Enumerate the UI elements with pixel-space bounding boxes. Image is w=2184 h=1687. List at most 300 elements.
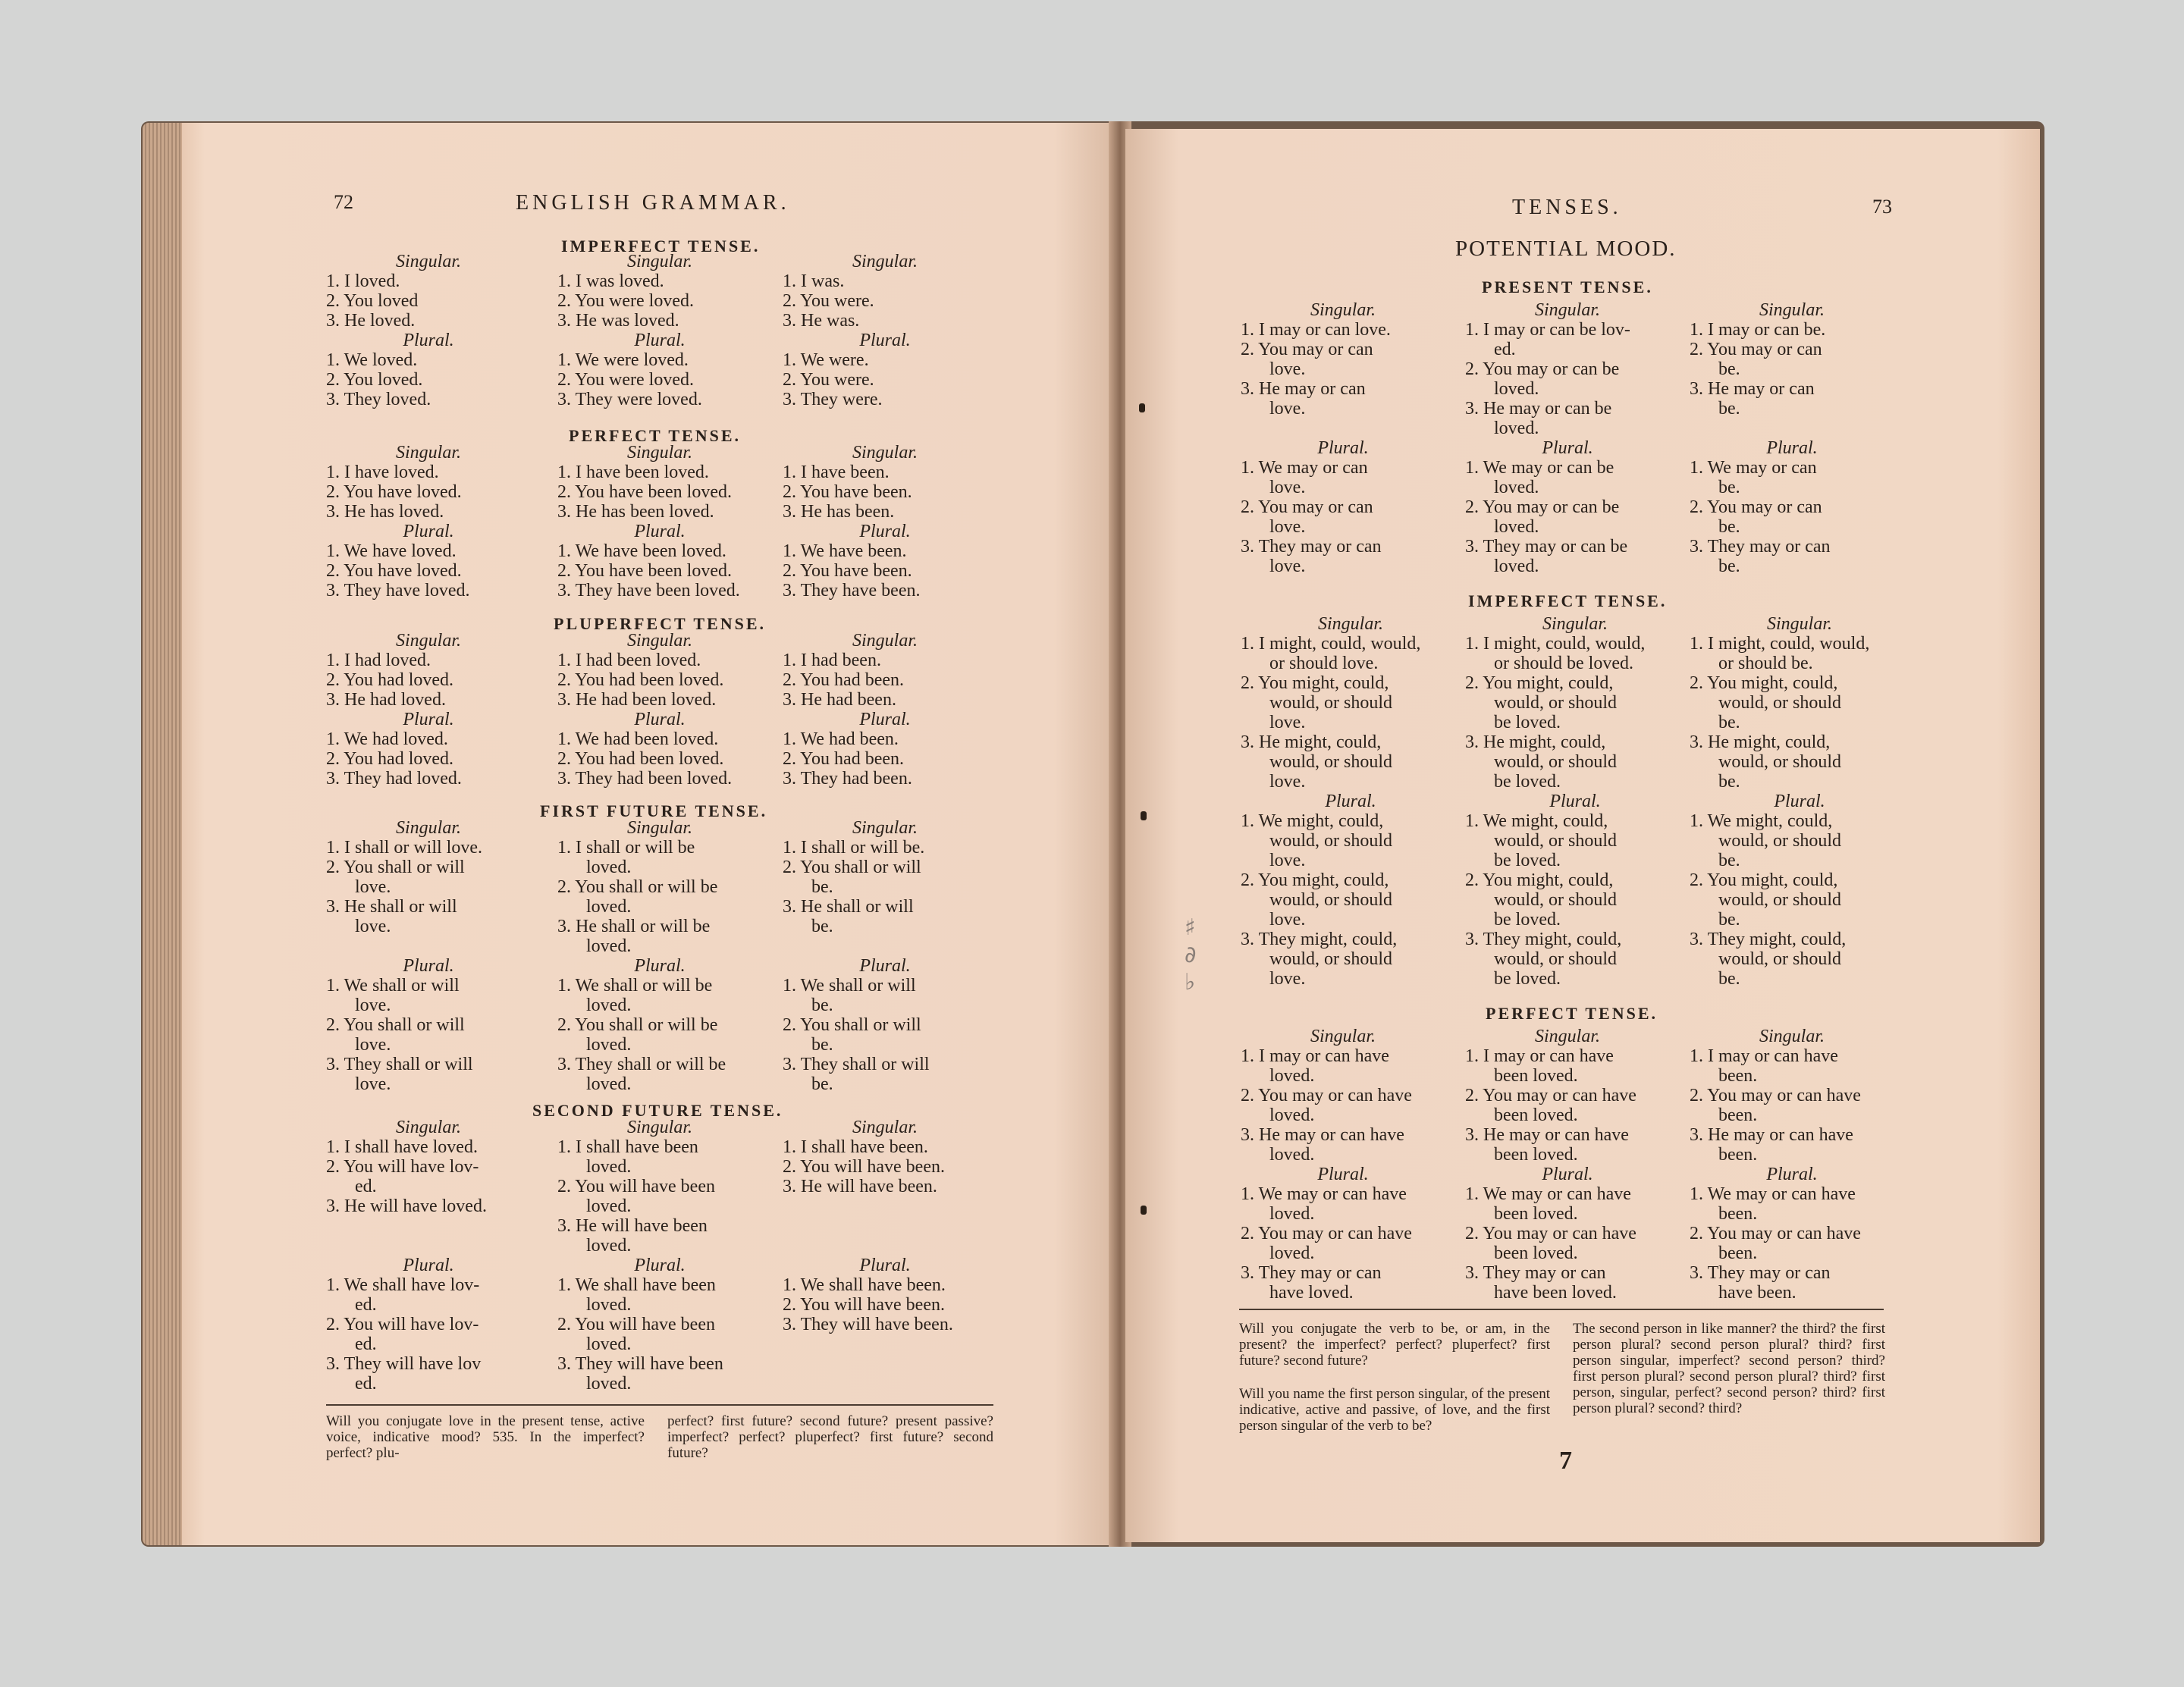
conjugation-line: 3. He will have been	[557, 1216, 708, 1236]
conjugation-line: 1. We were.	[783, 350, 869, 370]
conjugation-column	[326, 818, 531, 1094]
number-heading: Plural.	[634, 522, 686, 541]
conjugation-line: would, or should	[1269, 890, 1392, 910]
conjugation-line: or should love.	[1269, 654, 1379, 673]
conjugation-line: 3. They had been.	[783, 769, 912, 789]
conjugation-line: 1. We may or can have	[1241, 1184, 1407, 1204]
number-heading: Plural.	[403, 710, 454, 729]
conjugation-line: be loved.	[1494, 851, 1561, 870]
conjugation-line: love.	[1269, 851, 1306, 870]
conjugation-line: 1. I may or can have	[1690, 1046, 1838, 1066]
conjugation-line: been.	[1718, 1243, 1758, 1263]
number-heading: Singular.	[1310, 300, 1376, 320]
tense-title: PLUPERFECT TENSE.	[554, 614, 767, 633]
conjugation-line: 2. You have been loved.	[557, 561, 732, 581]
conjugation-line: be.	[1718, 910, 1740, 930]
conjugation-line: been.	[1718, 1145, 1758, 1165]
conjugation-line: be.	[811, 877, 833, 897]
right-page	[1125, 129, 2040, 1542]
page-number: 73	[1872, 196, 1892, 218]
conjugation-line: be.	[1718, 517, 1740, 537]
conjugation-line: 1. I shall have loved.	[326, 1137, 478, 1157]
conjugation-line: would, or should	[1269, 752, 1392, 772]
conjugation-column	[1241, 300, 1445, 576]
conjugation-line: 3. They shall or will be	[557, 1055, 726, 1074]
conjugation-line: 3. He has been loved.	[557, 502, 714, 522]
running-head: ENGLISH GRAMMAR.	[516, 191, 790, 215]
conjugation-column	[1690, 614, 1909, 989]
conjugation-line: love.	[355, 1074, 391, 1094]
conjugation-line: loved.	[1269, 1204, 1315, 1224]
conjugation-line: 1. I was loved.	[557, 271, 664, 291]
number-heading: Singular.	[626, 1118, 692, 1137]
number-heading: Singular.	[626, 818, 692, 838]
conjugation-column	[326, 252, 531, 409]
conjugation-column	[783, 818, 987, 1094]
conjugation-column	[783, 631, 987, 789]
conjugation-line: 2. You had been.	[783, 749, 904, 769]
number-heading: Singular.	[1317, 614, 1383, 634]
conjugation-line: 2. You might, could,	[1241, 870, 1389, 890]
conjugation-line: 1. We had been loved.	[557, 729, 719, 749]
conjugation-line: 3. He will have loved.	[326, 1196, 487, 1216]
conjugation-line: 1. We may or can have	[1465, 1184, 1631, 1204]
number-heading: Singular.	[852, 631, 918, 651]
conjugation-line: loved.	[586, 1157, 632, 1177]
conjugation-column	[783, 443, 987, 600]
conjugation-column	[326, 631, 531, 789]
conjugation-line: 1. We shall or will be	[557, 976, 713, 996]
conjugation-line: 2. You will have been.	[783, 1295, 945, 1315]
conjugation-line: 3. He may or can	[1690, 379, 1815, 399]
conjugation-line: loved.	[586, 1295, 632, 1315]
conjugation-line: 1. I was.	[783, 271, 845, 291]
conjugation-line: 3. They were.	[783, 390, 883, 409]
conjugation-line: loved.	[1494, 419, 1539, 438]
conjugation-line: 3. He will have been.	[783, 1177, 937, 1196]
conjugation-line: love.	[1269, 478, 1306, 497]
conjugation-line: loved.	[586, 1035, 632, 1055]
conjugation-line: would, or should	[1269, 693, 1392, 713]
conjugation-column	[557, 818, 762, 1094]
number-heading: Singular.	[626, 631, 692, 651]
conjugation-line: 3. He had been.	[783, 690, 896, 710]
conjugation-line: 2. You were loved.	[557, 291, 694, 311]
conjugation-line	[326, 1216, 531, 1236]
conjugation-line: loved.	[586, 1374, 632, 1394]
pencil-marks: ♯ ∂ ♭	[1185, 914, 1197, 996]
number-heading: Singular.	[1759, 300, 1825, 320]
number-heading: Plural.	[634, 710, 686, 729]
conjugation-line: 3. They might, could,	[1690, 930, 1847, 949]
number-heading: Singular.	[626, 443, 692, 463]
conjugation-line: 3. They shall or will	[326, 1055, 473, 1074]
conjugation-line: 1. We might, could,	[1690, 811, 1833, 831]
conjugation-line: 3. He has loved.	[326, 502, 444, 522]
mood-title: POTENTIAL MOOD.	[1455, 237, 1677, 261]
conjugation-line: 1. I might, could, would,	[1241, 634, 1421, 654]
conjugation-line: loved.	[1269, 1105, 1315, 1125]
divider	[326, 1404, 993, 1406]
conjugation-line: or should be loved.	[1494, 654, 1633, 673]
conjugation-line: be loved.	[1494, 772, 1561, 792]
conjugation-line: have loved.	[1269, 1283, 1354, 1303]
conjugation-line: 2. You were.	[783, 291, 874, 311]
study-questions-left: Will you conjugate love in the present tense, active voice, indicative mood? 535. In the imperfect? perfect? plu-	[326, 1413, 645, 1461]
number-heading: Plural.	[403, 956, 454, 976]
number-heading: Singular.	[1310, 1027, 1376, 1046]
conjugation-line: love.	[1269, 517, 1306, 537]
conjugation-column	[1690, 300, 1894, 576]
conjugation-line: 2. You were loved.	[557, 370, 694, 390]
conjugation-line: 2. You may or can have	[1690, 1086, 1861, 1105]
conjugation-line: 3. He may or can be	[1465, 399, 1612, 419]
conjugation-line: 1. We might, could,	[1465, 811, 1608, 831]
number-heading: Plural.	[403, 522, 454, 541]
conjugation-line: 2. You shall or will	[783, 858, 921, 877]
conjugation-line: 3. They had been loved.	[557, 769, 733, 789]
conjugation-line: love.	[1269, 399, 1306, 419]
conjugation-line: 1. I may or can have	[1241, 1046, 1389, 1066]
number-heading: Plural.	[1766, 1165, 1818, 1184]
conjugation-line: would, or should	[1494, 693, 1617, 713]
conjugation-line: 1. I have been.	[783, 463, 890, 482]
number-heading: Plural.	[634, 331, 686, 350]
conjugation-line: been loved.	[1494, 1145, 1578, 1165]
number-heading: Plural.	[859, 1256, 911, 1275]
conjugation-line: 2. You may or can	[1690, 340, 1822, 359]
running-head: TENSES.	[1512, 196, 1622, 219]
conjugation-line: would, or should	[1494, 949, 1617, 969]
conjugation-column	[557, 443, 762, 600]
conjugation-line: love.	[1269, 713, 1306, 732]
conjugation-line: loved.	[586, 996, 632, 1015]
conjugation-line: 3. He may or can have	[1690, 1125, 1853, 1145]
number-heading: Plural.	[1549, 792, 1601, 811]
conjugation-line: loved.	[586, 1074, 632, 1094]
number-heading: Singular.	[1534, 300, 1600, 320]
conjugation-line: loved.	[1494, 517, 1539, 537]
number-heading: Plural.	[1766, 438, 1818, 458]
conjugation-line: 1. We shall or will	[326, 976, 460, 996]
conjugation-line: ed.	[355, 1374, 377, 1394]
conjugation-line: be.	[1718, 969, 1740, 989]
conjugation-line: 1. We might, could,	[1241, 811, 1384, 831]
conjugation-line: love.	[355, 917, 391, 936]
conjugation-line: loved.	[1269, 1243, 1315, 1263]
signature-mark: 7	[1559, 1447, 1572, 1475]
conjugation-line: 3. They may or can	[1241, 537, 1382, 557]
conjugation-line: 2. You have been loved.	[557, 482, 732, 502]
number-heading: Singular.	[395, 818, 461, 838]
conjugation-column	[1241, 614, 1461, 989]
tense-title: IMPERFECT TENSE.	[1468, 591, 1668, 610]
study-questions-right: perfect? first future? second future? present passive? imperfect? perfect? pluperfect? first future? second future?	[667, 1413, 993, 1461]
conjugation-line	[783, 1236, 987, 1256]
binding-hole	[1141, 1206, 1147, 1215]
conjugation-line: been loved.	[1494, 1066, 1578, 1086]
study-questions-1: Will you conjugate the verb to be, or am, in the present? the imperfect? perfect? pluperfect? first future? second future?	[1239, 1321, 1550, 1369]
conjugation-line: 3. He had loved.	[326, 690, 446, 710]
conjugation-line: ed.	[355, 1295, 377, 1315]
conjugation-line: be.	[811, 996, 833, 1015]
conjugation-line: been.	[1718, 1105, 1758, 1125]
number-heading: Plural.	[1542, 1165, 1593, 1184]
conjugation-line: 3. They will have lov	[326, 1354, 482, 1374]
conjugation-line: have been.	[1718, 1283, 1796, 1303]
conjugation-line: would, or should	[1269, 949, 1392, 969]
conjugation-column	[1241, 1027, 1445, 1303]
conjugation-line: 2. You may or can have	[1465, 1086, 1636, 1105]
conjugation-line: loved.	[586, 897, 632, 917]
number-heading: Plural.	[1317, 438, 1369, 458]
conjugation-column	[783, 1118, 987, 1334]
conjugation-line: 2. You had been loved.	[557, 670, 724, 690]
conjugation-column	[326, 1118, 531, 1394]
binding-hole	[1139, 403, 1145, 412]
number-heading: Plural.	[859, 522, 911, 541]
conjugation-line: 3. He shall or will be	[557, 917, 711, 936]
conjugation-line: be.	[811, 917, 833, 936]
conjugation-line: would, or should	[1718, 752, 1841, 772]
conjugation-line: be loved.	[1494, 713, 1561, 732]
conjugation-line: 3. They will have been.	[783, 1315, 953, 1334]
conjugation-line: 3. They may or can be	[1465, 537, 1628, 557]
conjugation-line: 1. I shall or will be.	[783, 838, 925, 858]
conjugation-line: 1. I had loved.	[326, 651, 431, 670]
conjugation-line: 3. He was.	[783, 311, 860, 331]
conjugation-line: 3. They shall or will	[783, 1055, 930, 1074]
left-page	[182, 123, 1116, 1545]
conjugation-line: ed.	[1494, 340, 1516, 359]
number-heading: Singular.	[395, 1118, 461, 1137]
conjugation-line: 3. They might, could,	[1465, 930, 1622, 949]
conjugation-line: 3. He may or can have	[1465, 1125, 1629, 1145]
conjugation-line: 2. You may or can	[1241, 497, 1373, 517]
tense-title: PERFECT TENSE.	[569, 426, 742, 445]
conjugation-line: 3. He had been loved.	[557, 690, 717, 710]
conjugation-line: 2. You have been.	[783, 561, 912, 581]
number-heading: Plural.	[634, 1256, 686, 1275]
conjugation-line: 1. I may or can be lov-	[1465, 320, 1630, 340]
conjugation-line: loved.	[1269, 1145, 1315, 1165]
conjugation-line: 2. You had been loved.	[557, 749, 724, 769]
conjugation-line: 1. We may or can have	[1690, 1184, 1856, 1204]
conjugation-column	[557, 1118, 762, 1394]
conjugation-line: 3. He may or can	[1241, 379, 1366, 399]
number-heading: Singular.	[1542, 614, 1608, 634]
number-heading: Plural.	[859, 331, 911, 350]
conjugation-line: 2. You may or can	[1241, 340, 1373, 359]
conjugation-line: 2. You were.	[783, 370, 874, 390]
conjugation-line: be.	[1718, 713, 1740, 732]
conjugation-line: 3. They have been.	[783, 581, 921, 600]
number-heading: Singular.	[1766, 614, 1832, 634]
conjugation-line: 1. We shall have been.	[783, 1275, 946, 1295]
conjugation-line: 1. We shall or will	[783, 976, 916, 996]
conjugation-line: 1. We have been loved.	[557, 541, 726, 561]
conjugation-line: 3. They loved.	[326, 390, 431, 409]
conjugation-line: 3. They were loved.	[557, 390, 702, 409]
conjugation-line: 1. I might, could, would,	[1465, 634, 1646, 654]
conjugation-line: loved.	[586, 936, 632, 956]
conjugation-line: 1. I shall or will love.	[326, 838, 482, 858]
number-heading: Plural.	[634, 956, 686, 976]
conjugation-line: been loved.	[1494, 1243, 1578, 1263]
conjugation-line: be.	[1718, 772, 1740, 792]
number-heading: Plural.	[1542, 438, 1593, 458]
conjugation-line: 2. You have loved.	[326, 561, 462, 581]
conjugation-line: 2. You had loved.	[326, 749, 454, 769]
conjugation-line: 1. I shall have been	[557, 1137, 698, 1157]
conjugation-line: 3. They might, could,	[1241, 930, 1398, 949]
number-heading: Singular.	[852, 443, 918, 463]
number-heading: Singular.	[395, 631, 461, 651]
conjugation-line: loved.	[586, 858, 632, 877]
conjugation-line: 2. You might, could,	[1690, 673, 1838, 693]
conjugation-line: 1. I have loved.	[326, 463, 439, 482]
conjugation-line: 3. They had loved.	[326, 769, 462, 789]
conjugation-line: 1. I had been loved.	[557, 651, 701, 670]
number-heading: Plural.	[1317, 1165, 1369, 1184]
conjugation-line: love.	[355, 1035, 391, 1055]
conjugation-line: 1. I have been loved.	[557, 463, 709, 482]
conjugation-line: would, or should	[1718, 890, 1841, 910]
conjugation-line: 1. I loved.	[326, 271, 400, 291]
conjugation-line: or should be.	[1718, 654, 1813, 673]
conjugation-line	[783, 1196, 987, 1216]
divider	[1239, 1309, 1884, 1310]
conjugation-line: 3. He loved.	[326, 311, 416, 331]
number-heading: Singular.	[395, 443, 461, 463]
conjugation-line: love.	[355, 996, 391, 1015]
conjugation-line: 2. You shall or will	[326, 1015, 465, 1035]
tense-title: PERFECT TENSE.	[1486, 1004, 1658, 1023]
conjugation-column	[1465, 1027, 1670, 1303]
number-heading: Singular.	[1759, 1027, 1825, 1046]
study-questions-2: Will you name the first person singular, of the present indicative, active and passive, of love, and the first person singular of the verb to be?	[1239, 1386, 1550, 1434]
conjugation-line: be.	[811, 1074, 833, 1094]
conjugation-line: love.	[1269, 557, 1306, 576]
conjugation-line: would, or should	[1718, 831, 1841, 851]
conjugation-line: 2. You will have been.	[783, 1157, 945, 1177]
conjugation-line: 2. You had been.	[783, 670, 904, 690]
conjugation-line: 3. They may or can	[1690, 537, 1831, 557]
conjugation-line: 2. You may or can have	[1241, 1224, 1412, 1243]
number-heading: Singular.	[626, 252, 692, 271]
number-heading: Plural.	[1774, 792, 1825, 811]
conjugation-column	[557, 631, 762, 789]
conjugation-line: love.	[1269, 772, 1306, 792]
conjugation-line: loved.	[1269, 1066, 1315, 1086]
conjugation-line: been loved.	[1494, 1105, 1578, 1125]
conjugation-line	[326, 1236, 531, 1256]
conjugation-line: 1. We have been.	[783, 541, 907, 561]
conjugation-line: 1. I may or can be.	[1690, 320, 1826, 340]
number-heading: Plural.	[1325, 792, 1376, 811]
conjugation-line: would, or should	[1718, 949, 1841, 969]
conjugation-line: loved.	[1494, 557, 1539, 576]
conjugation-line: 1. We loved.	[326, 350, 418, 370]
conjugation-line: be.	[811, 1035, 833, 1055]
conjugation-line: 3. They may or can	[1690, 1263, 1831, 1283]
tense-title: IMPERFECT TENSE.	[561, 237, 761, 256]
conjugation-line: 2. You may or can have	[1241, 1086, 1412, 1105]
conjugation-line	[1690, 419, 1894, 438]
conjugation-line: 2. You may or can have	[1690, 1224, 1861, 1243]
conjugation-line: 3. They may or can	[1465, 1263, 1606, 1283]
conjugation-line: 2. You might, could,	[1465, 870, 1614, 890]
conjugation-line: 3. They will have been	[557, 1354, 723, 1374]
conjugation-line: loved.	[1494, 379, 1539, 399]
conjugation-line: 2. You shall or will	[783, 1015, 921, 1035]
conjugation-line: be.	[1718, 557, 1740, 576]
conjugation-line: be.	[1718, 478, 1740, 497]
conjugation-column	[326, 443, 531, 600]
conjugation-line: 3. He was loved.	[557, 311, 679, 331]
conjugation-column	[1465, 614, 1685, 989]
tense-title: FIRST FUTURE TENSE.	[540, 801, 768, 820]
conjugation-line: be.	[1718, 851, 1740, 870]
conjugation-line: 2. You shall or will be	[557, 1015, 718, 1035]
conjugation-column	[1465, 300, 1670, 576]
conjugation-line: 2. You have been.	[783, 482, 912, 502]
tense-title: SECOND FUTURE TENSE.	[532, 1101, 783, 1120]
conjugation-line: ed.	[355, 1334, 377, 1354]
conjugation-line: 3. He may or can have	[1241, 1125, 1404, 1145]
conjugation-line: loved.	[586, 1334, 632, 1354]
tense-title: PRESENT TENSE.	[1482, 278, 1653, 296]
conjugation-line: 3. They may or can	[1241, 1263, 1382, 1283]
conjugation-line: been.	[1718, 1066, 1758, 1086]
conjugation-line: 1. We have loved.	[326, 541, 457, 561]
conjugation-line: 1. We may or can	[1690, 458, 1817, 478]
conjugation-line: would, or should	[1718, 693, 1841, 713]
conjugation-line: 2. You have loved.	[326, 482, 462, 502]
conjugation-line: loved.	[1494, 478, 1539, 497]
conjugation-line: be.	[1718, 399, 1740, 419]
conjugation-line: 3. They have been loved.	[557, 581, 740, 600]
conjugation-line	[783, 936, 987, 956]
conjugation-line: 2. You will have been	[557, 1315, 715, 1334]
conjugation-line: 1. We had been.	[783, 729, 899, 749]
conjugation-line: 2. You may or can have	[1465, 1224, 1636, 1243]
conjugation-line: 2. You loved	[326, 291, 419, 311]
conjugation-line: 1. We may or can be	[1465, 458, 1614, 478]
conjugation-line: 3. He might, could,	[1241, 732, 1382, 752]
number-heading: Plural.	[859, 710, 911, 729]
number-heading: Plural.	[859, 956, 911, 976]
conjugation-column	[783, 252, 987, 409]
conjugation-line: 2. You might, could,	[1690, 870, 1838, 890]
conjugation-line: 2. You might, could,	[1465, 673, 1614, 693]
conjugation-line: love.	[1269, 969, 1306, 989]
conjugation-column	[557, 252, 762, 409]
conjugation-line: 3. He might, could,	[1690, 732, 1831, 752]
conjugation-line	[783, 1216, 987, 1236]
conjugation-line: 2. You will have lov-	[326, 1315, 479, 1334]
conjugation-line: 1. We had loved.	[326, 729, 448, 749]
conjugation-line: be.	[1718, 359, 1740, 379]
conjugation-line: been loved.	[1494, 1204, 1578, 1224]
conjugation-line: 2. You had loved.	[326, 670, 454, 690]
conjugation-line: would, or should	[1269, 831, 1392, 851]
conjugation-line: 1. We were loved.	[557, 350, 689, 370]
number-heading: Singular.	[852, 1118, 918, 1137]
conjugation-line	[1241, 419, 1445, 438]
number-heading: Singular.	[395, 252, 461, 271]
conjugation-line: been.	[1718, 1204, 1758, 1224]
